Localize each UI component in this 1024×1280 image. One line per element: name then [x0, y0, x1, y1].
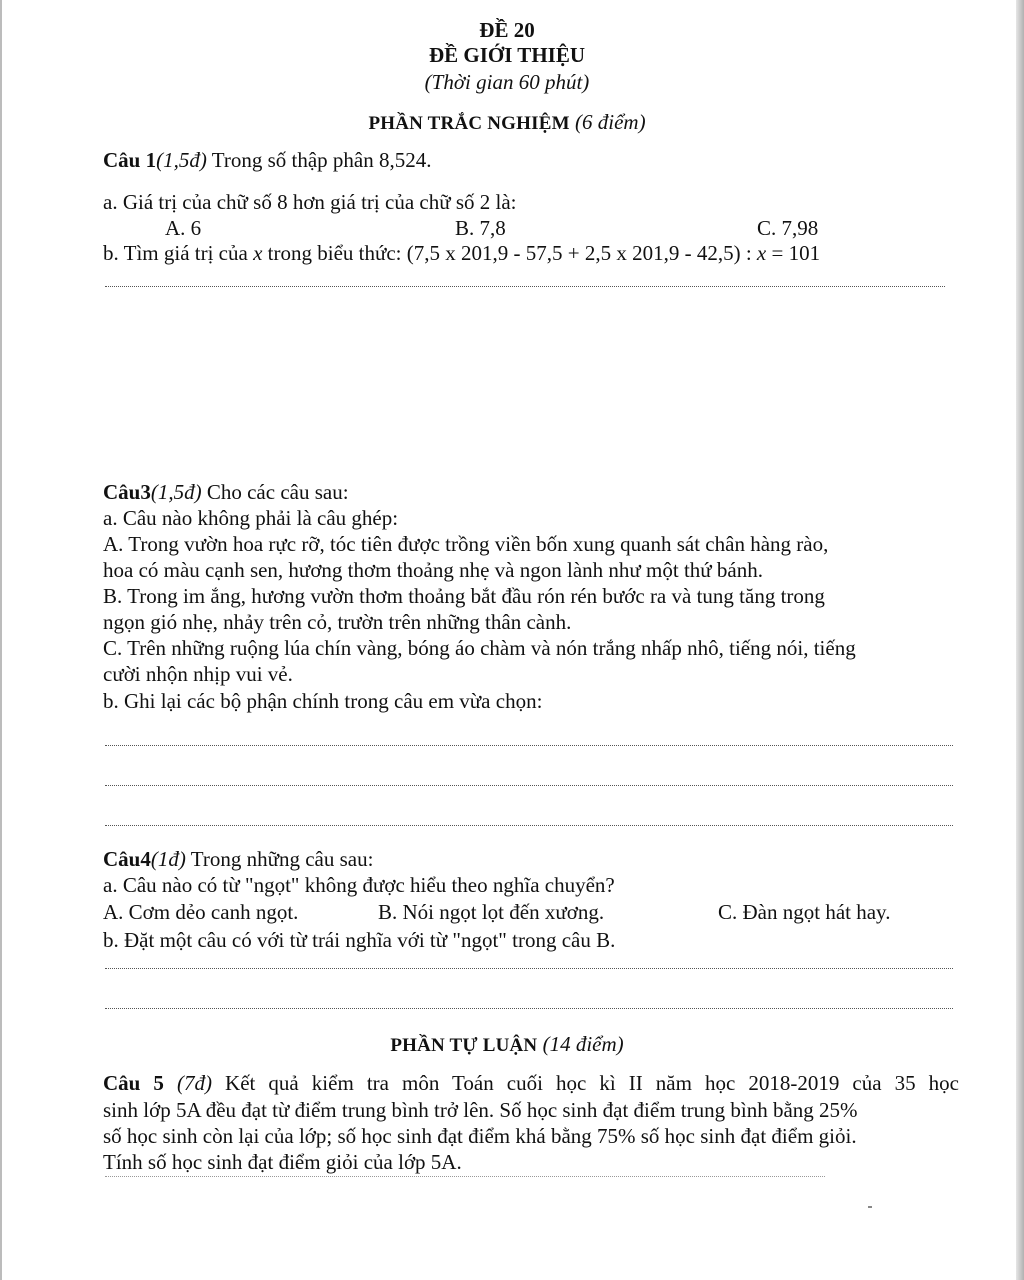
exam-number: ĐỀ 20: [479, 18, 535, 42]
part2-points: (14 điểm): [542, 1032, 624, 1056]
q4-a-text: a. Câu nào có từ "ngọt" không được hiểu theo nghĩa chuyển?: [103, 873, 615, 897]
part1-title: PHẦN TRẮC NGHIỆM: [368, 113, 570, 134]
part2-title: PHẦN TỰ LUẬN: [390, 1035, 538, 1056]
q1-b-text: [103, 241, 820, 265]
q1-a-text: a. Giá trị của chữ số 8 hơn giá trị của chữ số 2 là:: [103, 190, 517, 214]
q3-option-c-line1: C. Trên những ruộng lúa chín vàng, bóng áo chàm và nón trắng nhấp nhô, tiếng nói, tiếng: [103, 636, 856, 660]
q3-option-a-line1: A. Trong vườn hoa rực rỡ, tóc tiên được trồng viền bốn xung quanh sát chân hàng rào,: [103, 532, 829, 556]
q5-line2: sinh lớp 5A đều đạt từ điểm trung bình trở lên. Số học sinh đạt điểm trung bình bằng 25%: [103, 1098, 858, 1122]
q1-b-var2: x: [756, 241, 767, 265]
q5-points: (7đ): [176, 1071, 212, 1095]
q3-label: Câu3: [103, 480, 151, 504]
q5-line3: số học sinh còn lại của lớp; số học sinh đạt điểm khá bằng 75% số học sinh đạt điểm giỏi.: [103, 1124, 857, 1148]
q1-points: (1,5đ): [156, 148, 207, 172]
q1-text: Trong số thập phân 8,524.: [211, 148, 432, 172]
q3-option-b-line2: ngọn gió nhẹ, nhảy trên cỏ, trườn trên những thân cành.: [103, 610, 572, 634]
part1-points: (6 điểm): [575, 110, 646, 134]
q4-b-text: b. Đặt một câu có với từ trái nghĩa với từ "ngọt" trong câu B.: [103, 928, 616, 952]
q1-option-c: C. 7,98: [757, 216, 819, 240]
q1-b-mid: trong biểu thức: (7,5 x 201,9 - 57,5 + 2,5 x 201,9 - 42,5) :: [262, 241, 757, 265]
q1-label: Câu 1: [103, 148, 157, 172]
q3-answer-line: [105, 825, 953, 826]
q5-line1: [103, 1071, 959, 1095]
q4-text: Trong những câu sau:: [190, 847, 374, 871]
part2-heading: [0, 1032, 1014, 1058]
q4-option-a: A. Cơm dẻo canh ngọt.: [103, 900, 299, 924]
exam-type: ĐỀ GIỚI THIỆU: [429, 43, 585, 67]
q4-answer-line: [105, 1008, 953, 1009]
q4-option-b: B. Nói ngọt lọt đến xương.: [378, 900, 605, 924]
q3-points: (1,5đ): [150, 480, 202, 504]
q3-heading: [103, 480, 349, 504]
part1-heading: [0, 110, 1014, 136]
q5-label: Câu 5: [103, 1071, 164, 1095]
q4-answer-line: [105, 968, 953, 969]
q3-b-text: b. Ghi lại các bộ phận chính trong câu em vừa chọn:: [103, 689, 543, 713]
q1-b-pre: b. Tìm giá trị của: [103, 241, 254, 265]
scan-speck: [868, 1206, 872, 1208]
q4-label: Câu4: [103, 847, 151, 871]
q3-option-a-line2: hoa có màu cạnh sen, hương thơm thoảng nhẹ và ngon lành như một thứ bánh.: [103, 558, 763, 582]
q4-option-c: C. Đàn ngọt hát hay.: [718, 900, 891, 924]
q4-points: (1đ): [150, 847, 186, 871]
q3-option-b-line1: B. Trong im ắng, hương vườn thơm thoảng bắt đầu rón rén bước ra và tung tăng trong: [103, 584, 825, 608]
q5-line1-text: Kết quả kiểm tra môn Toán cuối học kì II năm học 2018-2019 của 35 học: [225, 1071, 959, 1095]
q1-heading: [103, 148, 431, 172]
q5-answer-line: [105, 1176, 825, 1177]
q3-answer-line: [105, 785, 953, 786]
q1-answer-line: [105, 286, 945, 287]
q5-line4: Tính số học sinh đạt điểm giỏi của lớp 5A.: [103, 1150, 462, 1174]
q3-option-c-line2: cười nhộn nhịp vui vẻ.: [103, 662, 293, 686]
q4-heading: [103, 847, 373, 871]
q1-option-b: B. 7,8: [455, 216, 506, 240]
page-right-edge: [1016, 0, 1024, 1280]
q1-b-var: x: [253, 241, 263, 265]
q1-b-post: = 101: [766, 241, 821, 265]
exam-time: (Thời gian 60 phút): [424, 70, 590, 94]
q3-a-text: a. Câu nào không phải là câu ghép:: [103, 506, 399, 530]
q1-option-a: A. 6: [165, 216, 202, 240]
q3-answer-line: [105, 745, 953, 746]
q3-text: Cho các câu sau:: [206, 480, 349, 504]
